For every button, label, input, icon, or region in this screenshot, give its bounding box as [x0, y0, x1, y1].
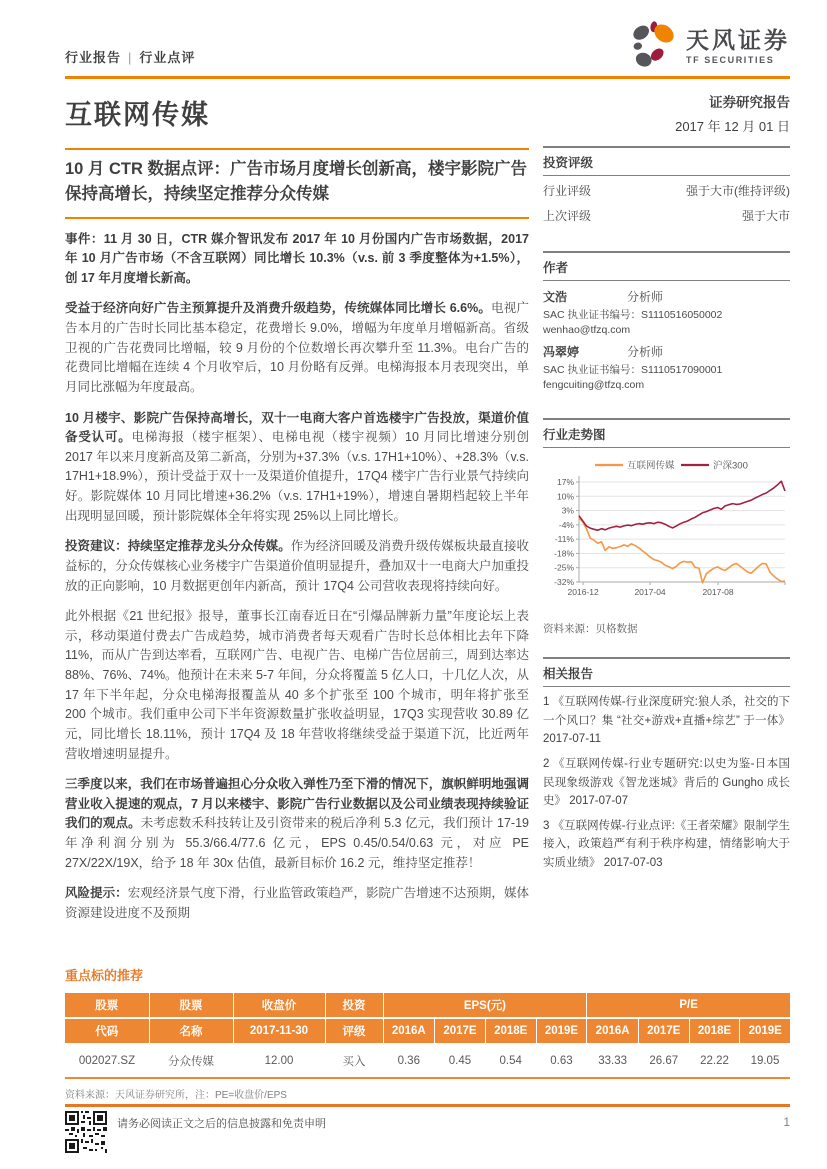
footer-rule [65, 1104, 790, 1107]
svg-text:2016-12: 2016-12 [567, 587, 599, 597]
paragraph-lead: 投资建议：持续坚定推荐龙头分众传媒。 [65, 539, 291, 554]
paragraph [65, 884, 529, 923]
paragraph [65, 299, 529, 397]
page-title: 互联网传媒 [65, 100, 210, 130]
paragraph-text: 电梯海报（楼宇框架）、电梯电视（楼宇视频）10 月同比增速分别创 2017 年以来月度新高及第二新高，分别为+37.3%（v.s. 17H1+10%）、+28.3%（v.s. 17H1+18.9%），预计受益于双十一及渠道价值提升，17Q4 楼宇广告行业景气持续向好。影院媒体 10 月同比增速+36.2%（v.s. 17H1+19%），增速自暑期档起较上半年出现明显回暖，预计影院媒体全年将实现 25%以上同比增长。 [65, 430, 529, 523]
svg-text:-4%: -4% [558, 519, 574, 530]
brand-name-cn: 天风证券 [686, 27, 790, 53]
paragraph-lead: 受益于经济向好广告主预算提升及消费升级趋势，传统媒体同比增长 6.6%。 [65, 301, 492, 316]
svg-text:2017-04: 2017-04 [634, 587, 666, 597]
col-subheader: 评级 [325, 1018, 383, 1044]
doc-type [65, 47, 195, 74]
paragraph-text: 作为经济回暖及消费升级传媒板块最直接收益标的，分众传媒核心业务楼宇广告渠道价值明显提升，叠加双十一电商大户加重投放的正向影响，10 月数据更创年内新高，预计 17Q4 公司营收表现将持续向好。 [65, 539, 529, 593]
doc-separator: | [128, 50, 133, 65]
report-headline: 10 月 CTR 数据点评：广告市场月度增长创新高，楼宇影院广告保持高增长，持续坚定推荐分众传媒 [65, 160, 528, 203]
cell-eps: 0.63 [550, 1054, 573, 1067]
col-header: 收盘价 [233, 993, 325, 1018]
col-subheader: 2017-11-30 [233, 1018, 325, 1044]
rating-label: 行业评级 [543, 184, 592, 198]
svg-text:-25%: -25% [554, 562, 574, 573]
table-header [65, 993, 790, 1044]
related-reports-section [543, 657, 790, 873]
paragraph [65, 607, 529, 764]
page-number: 1 [783, 1115, 790, 1129]
svg-text:-18%: -18% [554, 548, 574, 559]
paragraph [65, 775, 529, 873]
paragraph [65, 230, 529, 289]
col-subheader: 代码 [65, 1018, 149, 1044]
svg-text:2017-08: 2017-08 [702, 587, 734, 597]
svg-text:3%: 3% [561, 505, 574, 516]
authors-title: 作者 [543, 253, 790, 281]
author-cert: SAC 执业证书编号：S1110517090001 [543, 364, 723, 376]
rating-row [543, 201, 790, 226]
footer [65, 1104, 790, 1153]
cell-stock-code: 002027.SZ [78, 1054, 136, 1067]
report-type-label: 证券研究报告 [709, 95, 790, 110]
svg-text:互联网传媒: 互联网传媒 [627, 460, 675, 472]
recommendation-section [65, 965, 790, 1101]
cell-close-price: 12.00 [264, 1054, 294, 1067]
report-date: 2017 年 12 月 01 日 [675, 119, 790, 134]
author [543, 288, 790, 336]
col-subheader: 2019E [740, 1018, 790, 1044]
paragraph-text: 宏观经济景气度下滑，行业监管政策趋严，影院广告增速不达预期，媒体资源建设进度不及预期 [65, 886, 529, 920]
trend-section [543, 418, 790, 642]
col-group-header-eps: EPS(元) [383, 993, 587, 1018]
paragraph-text: 此外根据《21 世纪报》报导，董事长江南春近日在“引爆品牌新力量”年度论坛上表示，移动渠道付费去广告成趋势，城市消费者每天观看广告时长总体相比去年下降 11%，而从广告到达率看，互联网广告、电视广告、电梯广告位居前三，周到达率达 88%、76%、74%。他预计在未来 5-7 年间，分众将覆盖 5 亿人口，十几亿人次，从 17 年下半年起，分众电梯海报覆盖从 40 多个扩张至 100 个城市，明年将扩张至 200 个城市。我们重申公司下半年资源数量扩张收益明显，17Q3 实现营收 30.89 亿元，同比增长 18.11%，预计 17Q4 及 18 年营收将继续受益于渠道下沉，比近两年营收增速明显提升。 [65, 609, 529, 761]
col-header: 股票 [65, 993, 149, 1018]
qr-code [65, 1111, 107, 1153]
svg-text:10%: 10% [556, 491, 574, 502]
footer-disclaimer: 请务必阅读正文之后的信息披露和免责申明 [117, 1118, 326, 1130]
cell-eps: 0.45 [448, 1054, 472, 1067]
doc-subcategory: 行业点评 [139, 50, 196, 65]
svg-text:17%: 17% [556, 477, 574, 487]
cell-pe: 26.67 [649, 1054, 679, 1067]
paragraph [65, 409, 529, 527]
brand-text [686, 29, 790, 65]
cell-eps: 0.54 [499, 1054, 522, 1067]
related-report-item: 2 《互联网传媒-行业专题研究:以史为鉴-日本国民现象级游戏《智龙迷城》背后的 Gungho 成长史》 2017-07-07 [543, 757, 790, 808]
body-text [65, 230, 529, 924]
related-report-item: 1 《互联网传媒-行业深度研究:狼人杀，社交的下一个风口？集 “社交+游戏+直播+综艺” 于一体》 2017-07-11 [543, 696, 790, 746]
author-name: 冯翠婷 [543, 345, 580, 359]
tf-securities-logo [626, 20, 790, 74]
doc-category: 行业报告 [65, 50, 122, 65]
title-row [65, 91, 790, 142]
col-group-header-pe: P/E [587, 993, 790, 1018]
paragraph [65, 537, 529, 596]
related-report-item: 3 《互联网传媒-行业点评:《王者荣耀》限制学生接入，政策趋严有利于秩序构建，情绪影响大于实质业绩》 2017-07-03 [543, 819, 790, 869]
col-header: 股票 [149, 993, 233, 1018]
logo-flower-icon [626, 20, 680, 74]
svg-text:沪深300: 沪深300 [713, 460, 748, 472]
chart-source: 资料来源：贝格数据 [543, 623, 638, 635]
col-subheader: 2017E [638, 1018, 689, 1044]
cell-stock-name: 分众传媒 [168, 1055, 214, 1068]
main-column [65, 146, 529, 935]
related-reports-title: 相关报告 [543, 659, 790, 687]
col-subheader: 2016A [587, 1018, 639, 1044]
col-subheader: 2018E [485, 1018, 536, 1044]
col-subheader: 2017E [435, 1018, 486, 1044]
svg-text:-32%: -32% [554, 577, 574, 587]
paragraph-lead: 风险提示： [65, 886, 128, 901]
author-role: 分析师 [627, 290, 664, 304]
columns [65, 146, 790, 935]
cell-rating: 买入 [342, 1055, 366, 1068]
author-email: wenhao@tfzq.com [543, 324, 631, 336]
header-rule [65, 76, 790, 79]
cell-pe: 22.22 [700, 1054, 729, 1067]
rating-value: 强于大市(维持评级) [686, 184, 790, 198]
cell-pe: 33.33 [598, 1054, 627, 1067]
author-email: fengcuiting@tfzq.com [543, 379, 645, 391]
rating-value: 强于大市 [741, 209, 790, 223]
author-role: 分析师 [627, 345, 664, 359]
author [543, 343, 790, 391]
col-subheader: 2019E [536, 1018, 587, 1044]
table-note: 资料来源：天风证券研究所，注：PE=收盘价/EPS [65, 1089, 287, 1101]
brand-name-en: TF SECURITIES [686, 55, 775, 65]
chart-wrap [543, 456, 790, 613]
rating-title: 投资评级 [543, 148, 790, 176]
author-cert: SAC 执业证书编号：S1110516050002 [543, 309, 723, 321]
headline-block [65, 148, 529, 219]
top-header [65, 0, 790, 74]
table-row [65, 1044, 790, 1078]
author-name: 文浩 [543, 290, 568, 304]
trend-title: 行业走势图 [543, 420, 790, 448]
industry-trend-chart [543, 456, 790, 608]
cell-pe: 19.05 [750, 1054, 780, 1067]
svg-text:-11%: -11% [554, 534, 574, 545]
col-subheader: 2016A [383, 1018, 435, 1044]
col-subheader: 名称 [149, 1018, 233, 1044]
report-meta [543, 91, 790, 142]
sidebar [543, 146, 790, 935]
rating-label: 上次评级 [543, 209, 592, 223]
rating-row [543, 176, 790, 201]
paragraph-lead: 10 月楼宇、影院广告保持高增长，双十一电商大客户首选楼宇广告投放，渠道价值备受认可。 [65, 410, 529, 445]
paragraph-lead: 三季度以来，我们在市场普遍担心分众收入弹性乃至下滑的情况下，旗帜鲜明地强调营业收入提速的观点，7 月以来楼宇、影院广告行业数据以及公司业绩表现持续验证我们的观点。 [65, 777, 529, 831]
col-subheader: 2018E [689, 1018, 740, 1044]
col-header: 投资 [325, 993, 383, 1018]
recommendation-table [65, 993, 790, 1079]
authors-section [543, 251, 790, 403]
recommendation-title: 重点标的推荐 [65, 967, 144, 983]
paragraph-text: 电视广告本月的广告时长同比基本稳定，花费增长 9.0%，增幅为年度单月增幅新高。省级卫视的广告花费同比增幅，较 9 月份的个位数增长再次攀升至 11.3%。电台广告的花费同比增幅在连续 4 个月收窄后，10 月份略有反弹。电梯海报本月表现突出，单月同比涨幅为年度最高。 [65, 301, 529, 394]
paragraph-lead: 事件：11 月 30 日，CTR 媒介智讯发布 2017 年 10 月份国内广告市场数据，2017 年 10 月广告市场（不含互联网）同比增长 10.3%（v.s. 前 3 季度整体为+1.5%），创 17 年月度增长新高。 [65, 231, 529, 285]
rating-section [543, 146, 790, 236]
cell-eps: 0.36 [397, 1054, 420, 1067]
paragraph-text: 未考虑数禾科技转让及引资带来的税后净利 5.3 亿元，我们预计 17-19 年净利润分别为 55.3/66.4/77.6 亿元，EPS 0.45/0.54/0.63 元，对应 PE 27X/22X/19X，给予 18 年 30x 估值，最新目标价 16.2 元，维持坚定推荐！ [65, 816, 529, 870]
